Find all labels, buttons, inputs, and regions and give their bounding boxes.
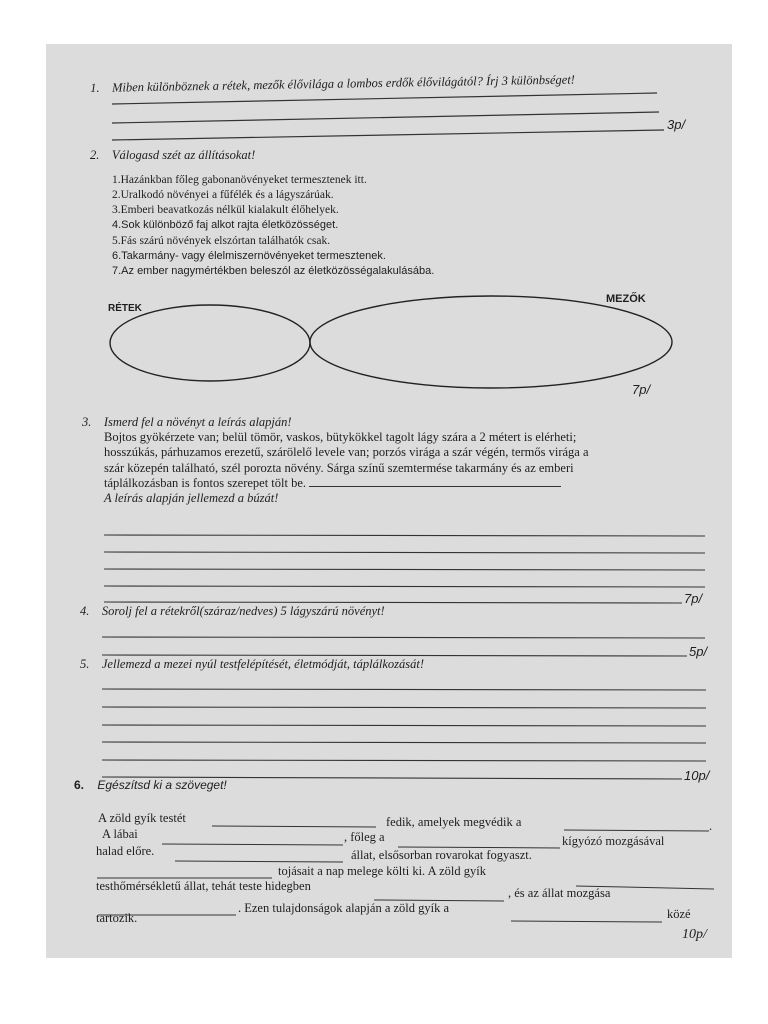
q6-text-l1a: A zöld gyík testét [98, 811, 186, 825]
q6-text-l7a: tartozik. [96, 911, 138, 925]
answer-line [102, 707, 706, 708]
answer-line [102, 760, 706, 761]
q2-points: 7p/ [632, 382, 651, 397]
q6-text-l3b: állat, elsősorban rovarokat fogyaszt. [351, 848, 532, 862]
q6-text-l2a: A lábai [102, 827, 138, 841]
q4-prompt [80, 604, 385, 619]
blank-line [212, 826, 376, 827]
q3-points: 7p/ [684, 591, 703, 606]
q6-text-l6a: . Ezen tulajdonságok alapján a zöld gyík a [238, 901, 450, 915]
q3-number: 3. [82, 415, 92, 429]
venn-label-retek: RÉTEK [108, 303, 142, 314]
answer-line [104, 569, 705, 570]
answer-line [104, 535, 705, 536]
q6-text-l5b: , és az állat mozgása [508, 886, 611, 900]
answer-line [104, 552, 705, 553]
q2-statement: 7.Az ember nagymértékben beleszól az életközösségalakulásába. [112, 265, 435, 277]
q6-text-l6b: közé [667, 907, 691, 921]
q3-paragraph-line [104, 476, 561, 491]
answer-line [112, 112, 659, 123]
q4-number: 4. [80, 604, 90, 618]
q6-text-l2b: , főleg a [344, 830, 385, 844]
venn-circle-mezok [310, 296, 672, 388]
q3-prompt [82, 415, 292, 430]
blank-line [162, 844, 343, 845]
answer-line [104, 586, 705, 587]
q2-statement: 1.Hazánkban főleg gabonanövényeket termesztenek itt. [112, 174, 367, 186]
q6-text-l1c: . [709, 819, 713, 833]
q2-statement: 4.Sok különböző faj alkot rajta életközösséget. [112, 219, 339, 231]
q6-prompt [74, 778, 227, 792]
q6-text: Egészítsd ki a szöveget! [97, 778, 227, 792]
q2-prompt [90, 148, 255, 163]
q2-text: Válogasd szét az állításokat! [111, 148, 256, 162]
q6-points: 10p/ [682, 927, 707, 942]
q5-text: Jellemezd a mezei nyúl testfelépítését, életmódját, táplálkozását! [101, 657, 425, 671]
q3-subtask: A leírás alapján jellemezd a búzát! [104, 491, 279, 505]
q2-number: 2. [90, 148, 100, 162]
worksheet-page [46, 44, 732, 958]
q3-answer-blank[interactable] [309, 476, 561, 487]
answer-line [102, 689, 706, 690]
q2-statement: 5.Fás szárú növények elszórtan találhatók csak. [112, 235, 331, 247]
q3-paragraph-line: hosszúkás, párhuzamos erezetű, szárölelő levele van; porzós virága a szár végén, termős virága a [104, 445, 589, 459]
q4-text: Sorolj fel a rétekről(száraz/nedves) 5 lágyszárú növényt! [101, 604, 385, 618]
q1-points: 3p/ [667, 117, 686, 132]
blank-line [175, 861, 343, 862]
answer-line [102, 655, 687, 656]
q5-points: 10p/ [684, 768, 710, 783]
blank-line [511, 921, 662, 922]
q3-paragraph-line: Bojtos gyökérzete van; belül tömör, vaskos, bütykökkel tagolt lágy szára a 2 métert is elérheti; [104, 430, 577, 444]
q3-paragraph-line: szár közepén található, szél porozta növény. Sárga színű szemtermése takarmány és az emberi [104, 461, 574, 475]
answer-line [102, 637, 705, 638]
q1-number: 1. [90, 80, 100, 95]
q2-statement: 3.Emberi beavatkozás nélkül kialakult élőhelyek. [112, 204, 339, 216]
q3-paragraph-end: táplálkozásban is fontos szerepet tölt be. [104, 476, 307, 490]
q1-text: Miben különböznek a rétek, mezők élővilága a lombos erdők élővilágától? Írj 3 különbséget! [111, 72, 576, 95]
answer-line [112, 93, 657, 104]
q2-statement: 2.Uralkodó növényei a fűfélék és a lágyszárúak. [112, 189, 334, 201]
q6-number: 6. [74, 778, 85, 792]
q5-prompt [80, 657, 424, 672]
q6-text-l5a: testhőmérsékletű állat, tehát teste hidegben [96, 879, 311, 893]
blank-line [564, 830, 709, 831]
venn-circle-retek [110, 305, 310, 381]
q3-text: Ismerd fel a növényt a leírás alapján! [103, 415, 292, 429]
q4-points: 5p/ [689, 644, 708, 659]
answer-line [112, 130, 664, 140]
q6-text-l2c: kígyózó mozgásával [562, 834, 665, 848]
answer-line [102, 725, 706, 726]
q2-statement: 6.Takarmány- vagy élelmiszernövényeket termesztenek. [112, 250, 386, 262]
q6-text-l1b: fedik, amelyek megvédik a [386, 815, 522, 829]
venn-label-mezok: MEZŐK [606, 293, 646, 305]
q6-text-l4a: tojásait a nap melege költi ki. A zöld gyík [278, 864, 486, 878]
answer-line [102, 742, 706, 743]
q5-number: 5. [80, 657, 90, 671]
answer-line [104, 602, 682, 603]
q6-text-l3a: halad előre. [96, 844, 155, 858]
